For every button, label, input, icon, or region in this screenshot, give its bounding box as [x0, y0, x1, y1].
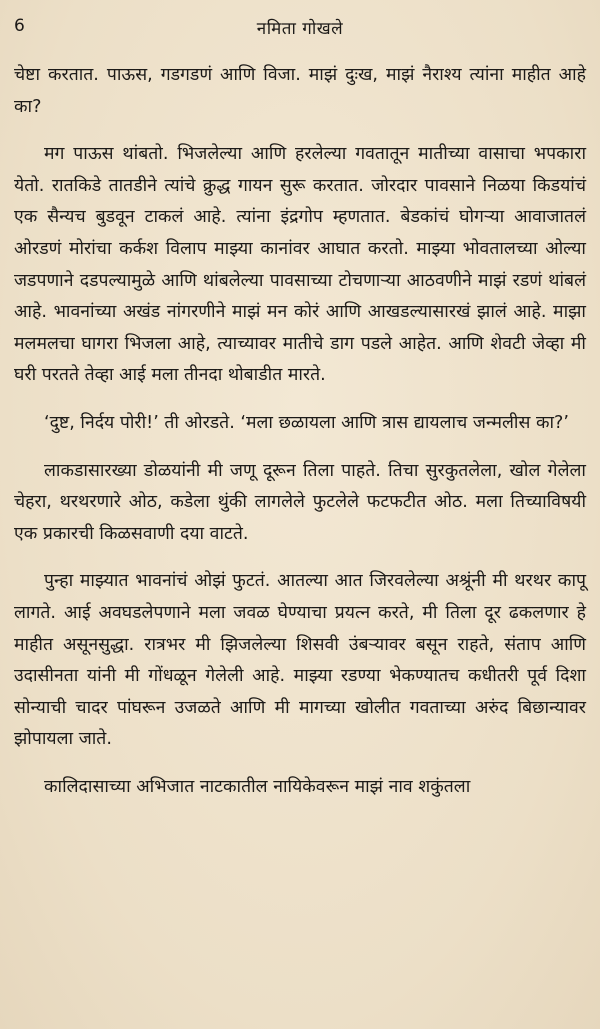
paragraph-1: चेष्टा करतात. पाऊस, गडगडणं आणि विजा. माझं दुःख, माझं नैराश्य त्यांना माहीत आहे का? [14, 65, 586, 117]
paragraph-2: मग पाऊस थांबतो. भिजलेल्या आणि हरलेल्या गवतातून मातीच्या वासाचा भपकारा येतो. रातकिडे तातडीने त्यांचे क्रुद्ध गायन सुरू करतात. जोरदार पावसाने निळया किडयांचं एक सैन्यच बुडवून टाकलं आहे. त्यांना इंद्रगोप म्हणतात. बेडकांचं घोगऱ्या आवाजातलं ओरडणं मोरांचा कर्कश विलाप माझ्या कानांवर आघात करतो. माझ्या भोवतालच्या ओल्या जडपणाने दडपल्यामुळे आणि थांबलेल्या पावसाच्या टोचणाऱ्या आठवणीने माझं रडणं थांबलं आहे. भावनांच्या अखंड नांगरणीने माझं मन कोरं आणि आखडल्यासारखं झालं आहे. माझा मलमलचा घागरा भिजला आहे, त्याच्यावर मातीचे डाग पडले आहेत. आणि शेवटी जेव्हा मी घरी परतते तेव्हा आई मला तीनदा थोबाडीत मारते. [14, 144, 586, 386]
paragraph-gap [14, 123, 586, 139]
page-number: 6 [14, 16, 25, 36]
paragraph-6: कालिदासाच्या अभिजात नाटकातील नायिकेवरून माझं नाव शकुंतला [44, 776, 471, 797]
paragraph-gap [14, 392, 586, 408]
running-title: नमिता गोखले [256, 19, 344, 39]
body-text [14, 60, 586, 803]
paragraph-4: लाकडासारख्या डोळयांनी मी जणू दूरून तिला पाहते. तिचा सुरकुतलेला, खोल गेलेला चेहरा, थरथरणारे ओठ, कडेला थुंकी लागलेले फुटलेले फटफटीत ओठ. मला तिच्याविषयी एक प्रकारची किळसवाणी दया वाटते. [14, 460, 586, 544]
paragraph-3: ‘दुष्ट, निर्दय पोरी!’ ती ओरडते. ‘मला छळायला आणि त्रास द्यायलाच जन्मलीस का?’ [44, 412, 569, 433]
paragraph-gap [14, 756, 586, 772]
paragraph-gap [14, 550, 586, 566]
paragraph-5: पुन्हा माझ्यात भावनांचं ओझं फुटतं. आतल्या आत जिरवलेल्या अश्रूंनी मी थरथर कापू लागते. आई अवघडलेपणाने मला जवळ घेण्याचा प्रयत्न करते, मी तिला दूर ढकलणार हे माहीत असूनसुद्धा. रात्रभर मी झिजलेल्या शिसवी उंबऱ्यावर बसून राहते, संताप आणि उदासीनता यांनी मी गोंधळून गेलेली आहे. माझ्या रडण्या भेकण्यातच कधीतरी पूर्व दिशा सोन्याची चादर पांघरून उजळते आणि मी मागच्या खोलीत गवताच्या अरुंद बिछान्यावर झोपायला जाते. [14, 571, 586, 750]
page-header [14, 16, 586, 46]
paragraph-gap [14, 440, 586, 456]
